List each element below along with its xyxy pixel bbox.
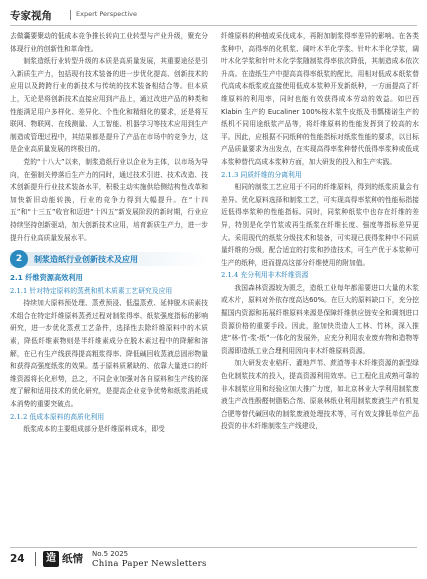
page-footer [10, 547, 417, 573]
publication-logo-icon: 造 [43, 551, 59, 567]
paragraph: 相同的制浆工艺应用于不同的纤维原料，得到的纸浆质量会有差异。优化原料选择和制浆工艺，可实现高得率浆种的性能标指接近低得率浆种的性能指标。同时，同浆种纸浆中也存在纤维的差异，特别是化学竹浆或再生纸浆在纤维长度、强度等指标差异更大。采用现代的纸浆分级技术和装备，可实现已获得浆种中不同质量纤维的分级，配合适宜的打浆和抄造技术，可生产优于本浆种可生产的纸种，进而提高这部分纤维使用的附加值。 [221, 183, 419, 267]
subsubsection-heading: 2.1.4 充分利用非木纤维资源 [221, 271, 309, 280]
section-heading [10, 252, 208, 266]
section-title: 制浆造纸行业创新技术及应用 [34, 255, 138, 265]
paragraph: 我国森林资源较为匮乏，造纸工业每年都需要进口大量的木浆或木片，原料对外依存度高达60%。在巨大的原料缺口下，充分挖掘国内资源和拓展纤维原料来源是保障纤维供应链安全和调剂进口资源价格的重要手段。因此，脸加快贵造人工林、竹林，深入推进“林-竹-浆-纸”一体化的发展外，应充分利用农业废弃物和造物等资源即造纸工业合理利用因向非木纤维原料资源。 [221, 283, 419, 355]
issue-number: No.5 2025 [92, 550, 129, 558]
section-number-badge: 2 [10, 250, 28, 268]
section-header-subtitle: Expert Perspective [76, 10, 138, 18]
subsubsection-heading: 2.1.2 低成本原料的高质化利用 [10, 412, 105, 421]
paragraph: 党的“十八大”以来，制浆造纸行业以企业为主体，以市场为导向，在强制关停落后生产力的同时，通过技术引进、技术改造、技术创新提升行业技术装备水平，积极主动实施供给侧结构性改革和加快新旧动能转换，行业的竞争力得到大幅提升。在“十四五”和“十三五”收官和迈进“十四五”新发展阶段的新时期，行业应持续坚持创新驱动，加大创新技术应用，培育新质生产力，进一步提升行业高质量发展水平。 [10, 157, 208, 242]
paragraph: 加大研发农业秸秆、灌地芦苇、蔗渣等非木纤维资源的新型绿色化制浆技术的投入，提高资源利用效率。已工程化且成熟可靠的非木制浆应用和经验应加大推广力度，如北京林业大学利用制浆废液生产改性酚醛树脂粘合剂、原泉林纸业利用制浆废液生产有机复合肥等替代碱回收的制浆废液处理技术等，可有效支撑低单位产品投资的非木纤维制浆生产线建设， [221, 359, 419, 431]
footer-divider [35, 552, 36, 566]
header-rule [10, 25, 417, 26]
paragraph: 制浆造纸行业转型升级的本质是高质量发展，其重要途径是引入新质生产力，包括现有技术装备的进一步优化提高、创新技术的应用以及跨跨行业的新技术与传统的技术装备相结合等。但本质上，无论是将创新技术直接应用到产品上，通过改进产品的种类和性能满足用户多样化、差异化、个性化和精细化的要求，还是将互联网、物联网、在线测量、人工智能、机器学习等技术应用到生产制造或管理过程中，其结果都是提升了产品在市场中的竞争力，这是企业高质量发展的终极目的。 [10, 57, 208, 154]
section-header-title: 专家视角 [10, 10, 52, 22]
subsubsection-heading: 2.1.1 针对特定原料的蒸煮和机木质素工艺研究及应用 [10, 286, 173, 295]
subsubsection-heading: 2.1.3 同质纤维的分离利用 [221, 170, 302, 179]
paragraph: 纸浆成本的主要组成部分是纤维原料成本，即受 [23, 425, 165, 434]
header-divider [70, 10, 71, 20]
paragraph: 持续加大原料预处理、蒸煮预浸、低温蒸煮、延伸脱木质素技术组合在特定纤维原料蒸煮过程对制浆得率、纸浆强度指标的影响研究，进一步优化蒸煮工艺条件，选择性去除纤维原料中的木质素，降低纤维素物则是半纤维素成分在脱木素过程中的降解和溶解，在已有生产线获得提高粗浆得率、降低碱回收蒸液总固形物量和获得高强度纸浆的效果。基于原料质紧缺的、依靠大量进口的纤维资源将长化形势，总之，不同企业加强对各自原料和生产线的深度了解和适用技术的优化研究，是提高企业竞争优势和纸浆消耗成本消势的重要突破点。 [10, 299, 208, 409]
publication-name: 纸情 [62, 553, 83, 565]
paragraph: 纤维原料的种植或采伐成本，再附加制浆得率差异的影响。在各类浆种中，高得率的化机浆、阔叶木半化学浆、针叶木半化学浆，阔叶木化学浆和针叶木化学浆随制浆得率依次降低，其制造成本依次升高。在造纸生产中提高高得率纸浆的配比，用相对低成本纸浆替代高成本纸浆或直接使用低成本浆种开发新纸种，一方面提高了纤维原料的利用率，同时也能有效获得成本劳动的效益。如巴西 Klabin 生产的 Eucaliner 100%桉木浆牛皮纸及书瓢楼诺生产的纸机不同用途纸浆产品等，将纤维原料的性能发挥到了较高的水平。因此，应根据不同纸种的性能指标对纸浆性能的要求，以目标产品质量要求为出发点，在实现高得率浆种替代低得率浆种或低成本浆种替代高成本浆种方面，加大研发的投入和生产实践。 [221, 32, 419, 166]
footer-rule [10, 547, 417, 548]
left-column [10, 30, 208, 436]
subsection-heading: 2.1 纤维资源高效利用 [10, 273, 83, 283]
publication-english-title: China Paper Newsletters [92, 559, 207, 569]
right-column [221, 30, 419, 433]
page-header [10, 8, 417, 24]
page-number: 24 [10, 553, 25, 565]
paragraph: 去做囊要聚动的低成本竞争推长转向工业转型与产业升级，聚充分体现行业的创新性和革命性。 [10, 32, 208, 53]
